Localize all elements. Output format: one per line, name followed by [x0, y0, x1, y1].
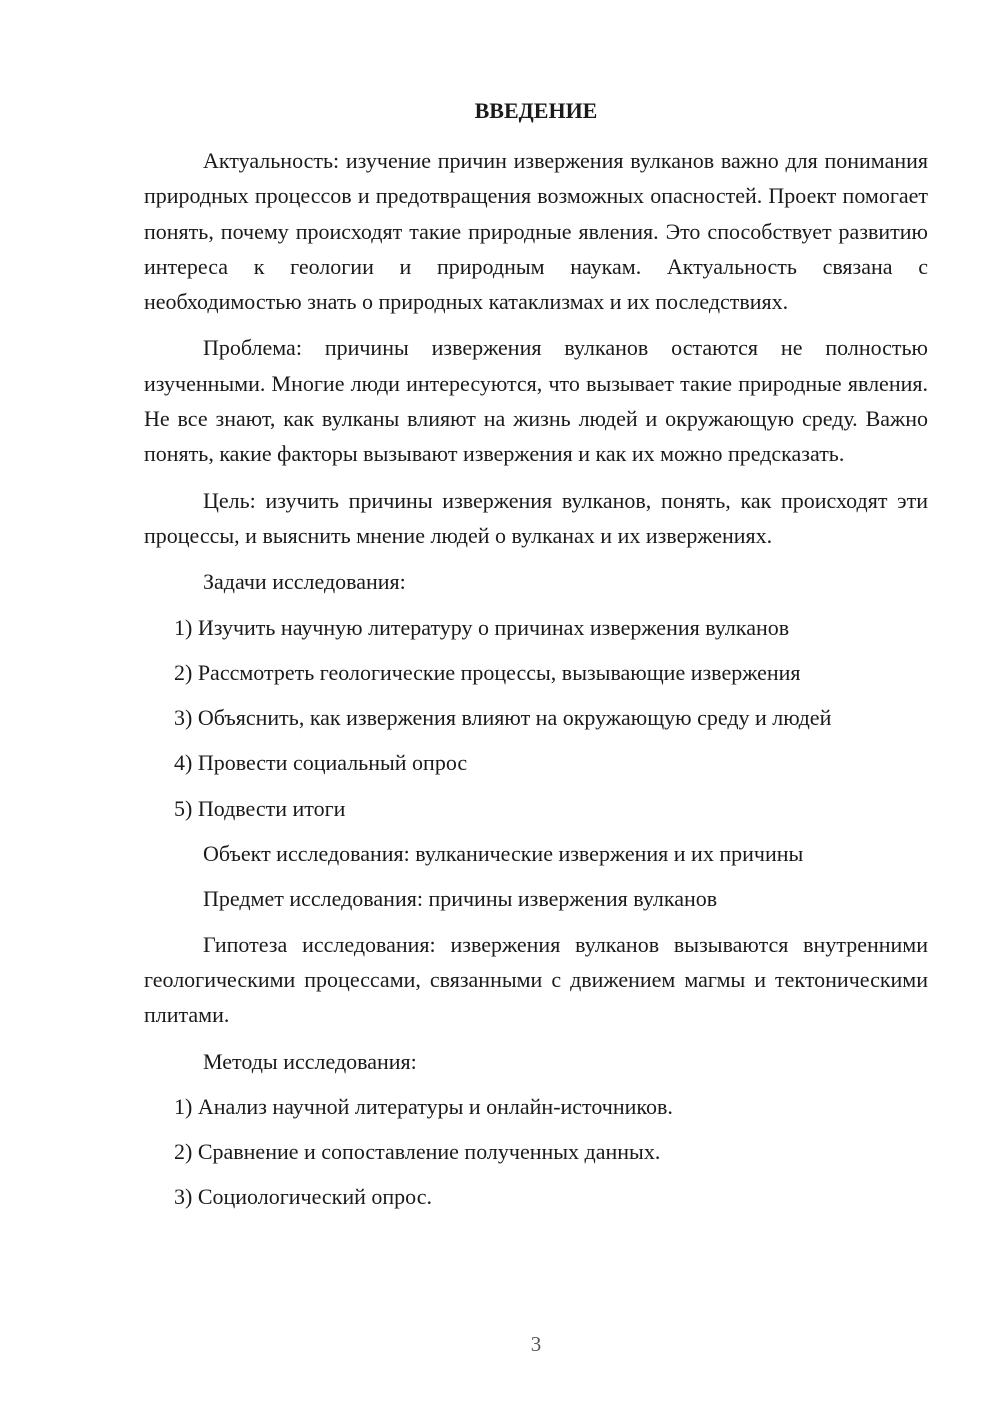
task-item: 3) Объяснить, как извержения влияют на окружающую среду и людей [174, 705, 832, 731]
method-item: 2) Сравнение и сопоставление полученных данных. [174, 1139, 661, 1165]
page-title: ВВЕДЕНИЕ [474, 98, 598, 123]
task-item: 4) Провести социальный опрос [174, 750, 468, 776]
hypothesis-paragraph: Гипотеза исследования: извержения вулканов вызываются внутренними геологическими процессами, связанными с движением магмы и тектоническими плитами. [144, 931, 928, 1028]
methods-label: Методы исследования: [203, 1048, 417, 1074]
task-item: 5) Подвести итоги [174, 795, 346, 821]
task-item: 2) Рассмотреть геологические процессы, вызывающие извержения [174, 659, 801, 685]
tasks-label: Задачи исследования: [203, 569, 406, 595]
relevance-paragraph: Актуальность: изучение причин извержения вулканов важно для понимания природных процессов и предотвращения возможных опасностей. Проект помогает понять, почему происходят такие природные явления. Это способствует развитию интереса к геологии и природным наукам. Актуальность связана с необходимостью знать о природных катаклизмах и их последствиях. [144, 148, 928, 315]
problem-paragraph: Проблема: причины извержения вулканов остаются не полностью изученными. Многие люди интересуются, что вызывает такие природные явления. Не все знают, как вулканы влияют на жизнь людей и окружающую среду. Важно понять, какие факторы вызывают извержения и как их можно предсказать. [144, 335, 928, 467]
document-body [144, 143, 928, 1225]
research-object: Объект исследования: вулканические извержения и их причины [203, 841, 804, 867]
tasks-list [144, 610, 928, 826]
methods-list [144, 1089, 928, 1215]
page-number: 3 [530, 1332, 542, 1356]
method-item: 1) Анализ научной литературы и онлайн-источников. [174, 1093, 673, 1119]
research-subject: Предмет исследования: причины извержения вулканов [203, 886, 718, 912]
method-item: 3) Социологический опрос. [174, 1184, 432, 1210]
task-item: 1) Изучить научную литературу о причинах извержения вулканов [174, 614, 790, 640]
goal-paragraph: Цель: изучить причины извержения вулканов, понять, как происходят эти процессы, и выяснить мнение людей о вулканах и их извержениях. [144, 487, 928, 548]
